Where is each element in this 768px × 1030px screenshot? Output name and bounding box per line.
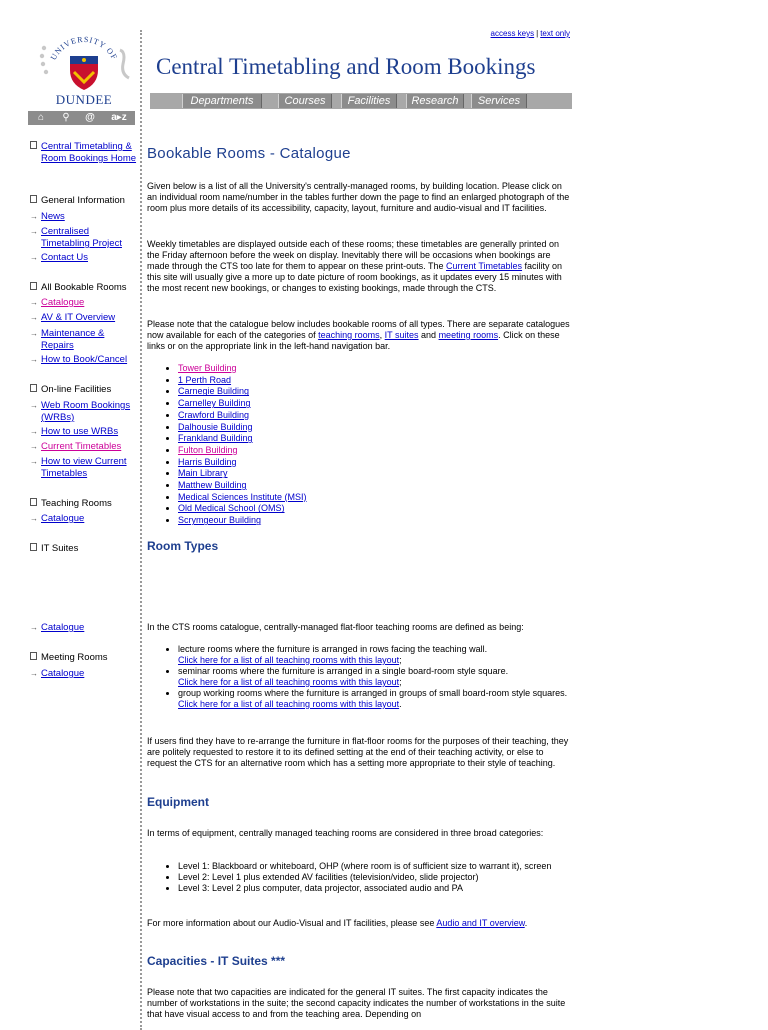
sidebar-item-centralised-timetabling-project[interactable] xyxy=(30,226,140,250)
intro-paragraph-2 xyxy=(147,239,572,294)
room-type-tail: ; xyxy=(399,655,402,665)
meeting-rooms-link[interactable]: meeting rooms xyxy=(438,330,499,340)
arrow-right-icon: → xyxy=(30,442,38,451)
arrow-right-icon: → xyxy=(30,669,38,678)
intro-text: Weekly timetables are displayed outside each of these rooms; these timetables are generally printed on the Friday afternoon before the week on display. Inevitably there will be occasions when bookings are made through the CTS too late for them to appear on these print-outs. The xyxy=(147,239,560,271)
arrow-right-icon: → xyxy=(30,427,38,436)
list-item xyxy=(178,503,572,515)
sidebar-heading-meeting-rooms xyxy=(30,652,140,664)
nav-tab-departments[interactable]: Departments xyxy=(182,94,262,108)
list-item xyxy=(178,386,572,398)
equipment-intro: In terms of equipment, centrally managed teaching rooms are considered in three broad categories: xyxy=(147,828,544,838)
intro-text: facility on this site will usually give a more up to date picture of room bookings, as it updates every 15 minutes with the most recent new bookings, or changes to existing bookings, made through the CTS. xyxy=(147,261,563,293)
sidebar-heading-teaching-rooms xyxy=(30,498,140,510)
sidebar-item-maintenance-repairs[interactable] xyxy=(30,328,140,352)
equipment-levels-list xyxy=(147,861,572,894)
equipment-heading: Equipment xyxy=(147,795,209,809)
sidebar-item-label[interactable]: Catalogue xyxy=(41,668,85,679)
sidebar-heading-label: Meeting Rooms xyxy=(41,652,108,663)
room-type-text: group working rooms where the furniture is arranged in groups of small board-room style squares. xyxy=(178,688,568,698)
checkbox-bullet-icon xyxy=(30,543,37,551)
logo-university-name: DUNDEE xyxy=(55,92,113,107)
sidebar-heading-label: Teaching Rooms xyxy=(41,498,112,509)
audio-it-overview-link[interactable]: Audio and IT overview xyxy=(436,918,525,928)
building-list xyxy=(147,363,572,527)
intro-paragraph-1: Given below is a list of all the University's centrally-managed rooms, by building location. Please click on an individual room name/number in the tables further down the page to find an enlarged photograph of the room plus more details of its accessibility, capacity, layout, furniture and audio-visual and IT facilities. xyxy=(147,181,570,213)
top-utility-links xyxy=(491,29,570,38)
arrow-right-icon: → xyxy=(30,514,38,523)
sidebar-item-label[interactable]: Catalogue xyxy=(41,297,85,308)
sidebar-item-label[interactable]: How to Book/Cancel xyxy=(41,354,128,365)
sidebar-item-how-to-book-cancel[interactable] xyxy=(30,354,140,366)
building-link[interactable]: Scrymgeour Building xyxy=(178,515,262,526)
equipment-more-info xyxy=(147,918,572,929)
list-item xyxy=(178,445,572,457)
text-only-link[interactable]: text only xyxy=(540,29,570,38)
sidebar-item-label[interactable]: How to use WRBs xyxy=(41,426,119,437)
nav-tab-services[interactable]: Services xyxy=(471,94,527,108)
checkbox-bullet-icon xyxy=(30,195,37,203)
teaching-rooms-link[interactable]: teaching rooms xyxy=(318,330,380,340)
sidebar-item-label[interactable]: Catalogue xyxy=(41,622,85,633)
sidebar-item-web-room-bookings[interactable] xyxy=(30,400,140,424)
sidebar-item-how-to-use-wrbs[interactable] xyxy=(30,426,140,438)
room-types-heading: Room Types xyxy=(147,539,219,553)
list-item xyxy=(178,363,572,375)
list-item xyxy=(178,688,572,710)
capacities-paragraph: Please note that two capacities are indicated for the general IT suites. The first capacity indicates the number of workstations in the suite; the second capacity indicates the number of workstations in the suite that have visual access to and from the teaching area. Depending on xyxy=(147,987,566,1019)
list-item xyxy=(178,492,572,504)
room-type-tail: ; xyxy=(399,677,402,687)
university-logo[interactable] xyxy=(36,28,132,110)
sidebar-item-catalogue-meeting[interactable] xyxy=(30,668,140,680)
a-to-z-icon[interactable]: a▸z xyxy=(111,112,127,123)
top-links-separator: | xyxy=(536,29,539,38)
room-types-list xyxy=(147,644,572,710)
room-type-text: lecture rooms where the furniture is arranged in rows facing the teaching wall. xyxy=(178,644,488,654)
main-nav-bar xyxy=(150,93,572,109)
checkbox-bullet-icon xyxy=(30,384,37,392)
sidebar-item-current-timetables[interactable] xyxy=(30,441,140,453)
room-types-intro: In the CTS rooms catalogue, centrally-managed flat-floor teaching rooms are defined as being: xyxy=(147,622,524,632)
list-item xyxy=(178,375,572,387)
intro-paragraph-3 xyxy=(147,319,572,352)
sidebar-item-label[interactable]: How to view Current Timetables xyxy=(41,456,127,479)
building-link[interactable]: Fulton Building xyxy=(178,444,238,455)
building-link[interactable]: Frankland Building xyxy=(178,433,253,444)
nav-tab-courses[interactable]: Courses xyxy=(278,94,332,108)
intro-text: Please note that the catalogue below includes bookable rooms of all types. There are separate catalogues now available for each of the categories of xyxy=(147,319,570,340)
sidebar-item-how-to-view-current-timetables[interactable] xyxy=(30,456,140,480)
sidebar-item-label[interactable]: News xyxy=(41,211,65,222)
checkbox-bullet-icon xyxy=(30,141,37,149)
access-keys-link[interactable]: access keys xyxy=(490,29,535,38)
list-item: • Level 1: Blackboard or whiteboard, OHP (where room is of sufficient size to warrant it), screen xyxy=(178,861,572,872)
building-link[interactable]: Tower Building xyxy=(178,363,237,373)
sidebar-heading-label: On-line Facilities xyxy=(41,384,112,395)
list-item xyxy=(178,410,572,422)
building-icon[interactable]: ⌂ xyxy=(37,112,45,123)
current-timetables-link[interactable]: Current Timetables xyxy=(446,261,523,271)
list-item xyxy=(178,433,572,445)
sidebar-item-label[interactable]: AV & IT Overview xyxy=(41,312,116,323)
checkbox-bullet-icon xyxy=(30,498,37,506)
building-link[interactable]: Medical Sciences Institute (MSI) xyxy=(178,491,307,502)
room-type-layout-link[interactable]: Click here for a list of all teaching rooms with this layout xyxy=(178,699,400,709)
building-link[interactable]: Old Medical School (OMS) xyxy=(178,503,285,514)
sidebar-item-catalogue-all[interactable] xyxy=(30,297,140,309)
sidebar-item-home[interactable] xyxy=(30,141,140,165)
room-type-tail: . xyxy=(399,699,402,709)
building-link[interactable]: Main Library xyxy=(178,468,228,479)
room-type-text: seminar rooms where the furniture is arranged in a single board-room style square. xyxy=(178,666,509,676)
room-types-note: If users find they have to re-arrange the furniture in flat-floor rooms for the purposes of their teaching, they are politely requested to restore it to its defined setting at the end of their teaching activity, or else to request the CTS for an alternative room which has a setting more appropriate to their style of teaching. xyxy=(147,736,569,768)
sidebar-heading-label: General Information xyxy=(41,195,125,206)
sidebar-divider xyxy=(140,30,142,1030)
sidebar-item-label[interactable]: Contact Us xyxy=(41,252,88,263)
arrow-right-icon: → xyxy=(30,457,38,466)
sidebar-heading-general-information xyxy=(30,195,140,207)
sidebar-item-contact-us[interactable] xyxy=(30,252,140,264)
arrow-right-icon: → xyxy=(30,623,38,632)
sidebar-heading-online-facilities xyxy=(30,384,140,396)
intro-text: . Click on these links or on the appropriate link in the left-hand navigation bar. xyxy=(147,330,560,351)
checkbox-bullet-icon xyxy=(30,652,37,660)
site-header xyxy=(0,0,768,128)
it-suites-link[interactable]: IT suites xyxy=(384,330,419,340)
at-icon[interactable]: @ xyxy=(85,112,95,123)
intro-text: and xyxy=(418,330,439,340)
sidebar-item-label[interactable]: Maintenance & Repairs xyxy=(41,328,105,351)
room-type-layout-link[interactable]: Click here for a list of all teaching rooms with this layout xyxy=(178,677,400,687)
arrow-right-icon: → xyxy=(30,253,38,262)
arrow-right-icon: → xyxy=(30,227,38,236)
building-link[interactable]: Carnelley Building xyxy=(178,398,251,409)
building-link[interactable]: 1 Perth Road xyxy=(178,374,232,385)
sidebar-heading-all-bookable-rooms xyxy=(30,282,140,294)
room-type-layout-link[interactable]: Click here for a list of all teaching rooms with this layout xyxy=(178,655,400,665)
svg-text:UNIVERSITY OF: UNIVERSITY OF xyxy=(48,34,120,62)
tool-icon-bar xyxy=(28,111,135,125)
search-icon[interactable]: ⚲ xyxy=(62,112,70,123)
university-crest-icon xyxy=(36,28,132,92)
sidebar-heading-label: IT Suites xyxy=(41,543,79,554)
sidebar-item-label[interactable]: Centralised Timetabling Project xyxy=(41,226,122,249)
sidebar-item-catalogue-it-suites[interactable] xyxy=(30,622,140,634)
nav-tab-research[interactable]: Research xyxy=(406,94,464,108)
sidebar-home-link[interactable]: Central Timetabling & Room Bookings Home xyxy=(41,141,137,164)
list-item xyxy=(178,480,572,492)
nav-tab-facilities[interactable]: Facilities xyxy=(341,94,397,108)
arrow-right-icon: → xyxy=(30,298,38,307)
sidebar-item-catalogue-teaching[interactable] xyxy=(30,513,140,525)
sidebar-item-label[interactable]: Catalogue xyxy=(41,513,85,524)
site-title: Central Timetabling and Room Bookings xyxy=(156,54,536,79)
sidebar-item-label[interactable]: Web Room Bookings (WRBs) xyxy=(41,400,131,423)
arrow-right-icon: → xyxy=(30,212,38,221)
more-info-text: For more information about our Audio-Visual and IT facilities, please see xyxy=(147,918,437,928)
list-item: • Level 2: Level 1 plus extended AV facilities (television/video, slide projector) xyxy=(178,872,572,883)
list-item xyxy=(178,515,572,527)
building-link[interactable]: Matthew Building xyxy=(178,480,247,491)
list-item xyxy=(178,457,572,469)
sidebar-heading-it-suites xyxy=(30,543,140,555)
list-item xyxy=(178,422,572,434)
sidebar-heading-label: All Bookable Rooms xyxy=(41,282,127,293)
capacities-heading: Capacities - IT Suites *** xyxy=(147,954,286,968)
building-link[interactable]: Crawford Building xyxy=(178,409,250,420)
intro-text: , xyxy=(379,330,385,340)
page-title: Bookable Rooms - Catalogue xyxy=(147,145,351,162)
arrow-right-icon: → xyxy=(30,401,38,410)
list-item: • Level 3: Level 2 plus computer, data projector, associated audio and PA xyxy=(178,883,572,894)
checkbox-bullet-icon xyxy=(30,282,37,290)
building-link[interactable]: Harris Building xyxy=(178,456,237,467)
sidebar-item-news[interactable] xyxy=(30,211,140,223)
arrow-right-icon: → xyxy=(30,355,38,364)
list-item xyxy=(178,398,572,410)
list-item xyxy=(178,666,572,688)
list-item xyxy=(178,468,572,480)
more-info-text: . xyxy=(524,918,528,928)
sidebar-item-av-it-overview[interactable] xyxy=(30,312,140,324)
building-link[interactable]: Carnegie Building xyxy=(178,386,250,397)
arrow-right-icon: → xyxy=(30,313,38,322)
building-link[interactable]: Dalhousie Building xyxy=(178,421,253,432)
arrow-right-icon: → xyxy=(30,329,38,338)
list-item xyxy=(178,644,572,666)
sidebar-item-label[interactable]: Current Timetables xyxy=(41,441,122,452)
